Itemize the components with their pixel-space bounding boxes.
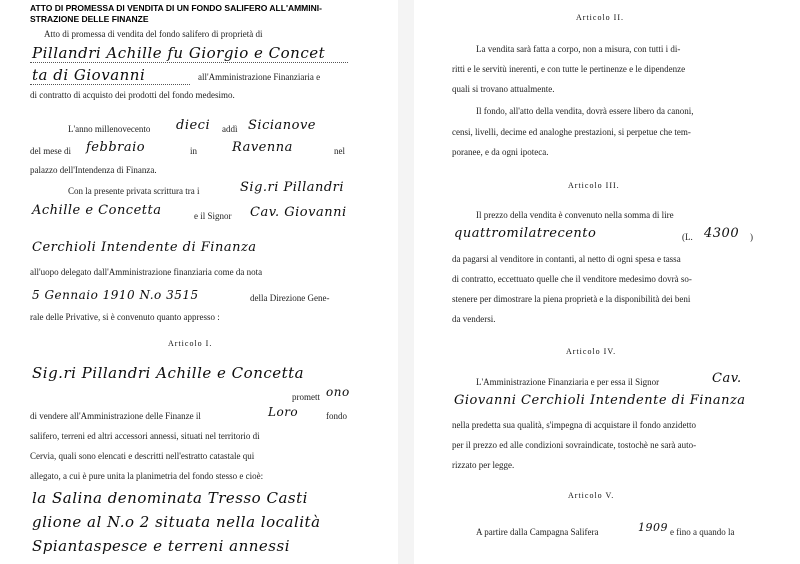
text-line: del mese di (30, 146, 71, 156)
handwritten-city: Ravenna (232, 140, 293, 155)
text-line: L'anno millenovecento (68, 124, 151, 134)
dotted-line (30, 84, 190, 85)
handwritten-year: dieci (176, 118, 211, 133)
article-4-heading: Articolo IV. (566, 347, 617, 356)
handwritten-salina: la Salina denominata Tresso Casti (32, 489, 308, 507)
article-3-heading: Articolo III. (568, 181, 620, 190)
right-page (414, 0, 800, 564)
price-paren-close: ) (750, 232, 753, 242)
handwritten-price-words: quattromilatrecento (454, 226, 597, 241)
article-2-heading: Articolo II. (576, 13, 624, 22)
text-line: Con la presente privata scrittura tra i (68, 186, 200, 196)
handwritten-salina-cont: glione al N.o 2 situata nella località (32, 513, 321, 531)
handwritten-intendant-name: Giovanni Cerchioli Intendente di Finanza (454, 393, 746, 408)
text-line: A partire dalla Campagna Salifera (476, 527, 599, 537)
text-line: di contratto, eccettuato quelle che il venditore medesimo dovrà so- (452, 274, 692, 284)
handwritten-day: Sicianove (248, 118, 316, 133)
price-paren-open: (L. (682, 232, 693, 242)
text-line: promett (292, 392, 320, 402)
handwritten-salina-cont: Spiantaspesce e terreni annessi (32, 537, 290, 555)
handwritten-cav: Cav. (712, 371, 742, 386)
handwritten-parties-cont: Achille e Concetta (32, 203, 162, 218)
text-line: all'uopo delegato dall'Amministrazione finanziaria come da nota (30, 267, 263, 277)
left-page (0, 0, 398, 564)
text-line: La vendita sarà fatta a corpo, non a misura, con tutti i di- (476, 44, 681, 54)
handwritten-parties: Sig.ri Pillandri (240, 180, 345, 195)
text-line: e il Signor (194, 211, 232, 221)
text-line: della Direzione Gene- (250, 293, 330, 303)
text-line: Cervia, quali sono elencati e descritti nell'estratto catastale qui (30, 451, 255, 461)
text-line: palazzo dell'Intendenza di Finanza. (30, 165, 157, 175)
text-line: Il fondo, all'atto della vendita, dovrà essere libero da canoni, (476, 106, 694, 116)
text-line: L'Amministrazione Finanziaria e per essa il Signor (476, 377, 660, 387)
text-line: di contratto di acquisto dei prodotti del fondo medesimo. (30, 90, 235, 100)
text-line: censi, livelli, decime ed analoghe prestazioni, si perpetue che tem- (452, 127, 691, 137)
page-gutter (398, 0, 414, 564)
text-line: ritti e le servitù inerenti, e con tutte le pertinenze e le dipendenze (452, 64, 686, 74)
text-line: rale delle Privative, si è convenuto quanto appresso : (30, 312, 220, 322)
text-line: allegato, a cui è pure unita la planimetria del fondo stesso e cioè: (30, 471, 264, 481)
text-line: da pagarsi al venditore in contanti, al netto di ogni spesa e tassa (452, 254, 681, 264)
text-line: nel (334, 146, 345, 156)
text-line: fondo (326, 411, 347, 421)
document-title-line2: STRAZIONE DELLE FINANZE (30, 14, 149, 24)
handwritten-price-number: 4300 (704, 226, 740, 241)
intro-line: Atto di promessa di vendita del fondo salifero di proprietà di (44, 29, 263, 39)
text-line: di vendere all'Amministrazione delle Finanze il (30, 411, 201, 421)
text-line: salifero, terreni ed altri accessori annessi, situati nel territorio di (30, 431, 260, 441)
handwritten-loro: Loro (268, 405, 299, 419)
handwritten-year-1909: 1909 (638, 521, 668, 534)
text-line: nella predetta sua qualità, s'impegna di acquistare il fondo anzidetto (452, 420, 697, 430)
text-line: all'Amministrazione Finanziaria e (198, 72, 321, 82)
document-title-line1: ATTO DI PROMESSA DI VENDITA DI UN FONDO SALIFERO ALL'AMMINI- (30, 3, 322, 13)
article-1-heading: Articolo I. (168, 339, 213, 348)
text-line: stenere per dimostrare la piena proprietà e la disponibilità dei beni (452, 294, 691, 304)
handwritten-cav: Cav. Giovanni (250, 205, 347, 220)
dotted-line (30, 62, 348, 63)
handwritten-date: 5 Gennaio 1910 N.o 3515 (32, 288, 199, 302)
handwritten-ono: ono (326, 385, 350, 399)
handwritten-seller-name: Pillandri Achille fu Giorgio e Concet (32, 44, 326, 62)
text-line: poranee, e da ogni ipoteca. (452, 147, 549, 157)
handwritten-sellers: Sig.ri Pillandri Achille e Concetta (32, 364, 305, 382)
text-line: per il prezzo ed alle condizioni sovraindicate, tostochè ne sarà auto- (452, 440, 697, 450)
handwritten-month: febbraio (86, 140, 146, 155)
text-line: e fino a quando la (670, 527, 735, 537)
text-line: addì (222, 124, 238, 134)
text-line: rizzato per legge. (452, 460, 515, 470)
text-line: quali si trovano attualmente. (452, 84, 555, 94)
handwritten-seller-name-cont: ta di Giovanni (32, 66, 146, 84)
text-line: Il prezzo della vendita è convenuto nella somma di lire (476, 210, 674, 220)
handwritten-intendant-name: Cerchioli Intendente di Finanza (32, 240, 257, 255)
text-line: in (190, 146, 198, 156)
article-5-heading: Articolo V. (568, 491, 615, 500)
text-line: da vendersi. (452, 314, 496, 324)
